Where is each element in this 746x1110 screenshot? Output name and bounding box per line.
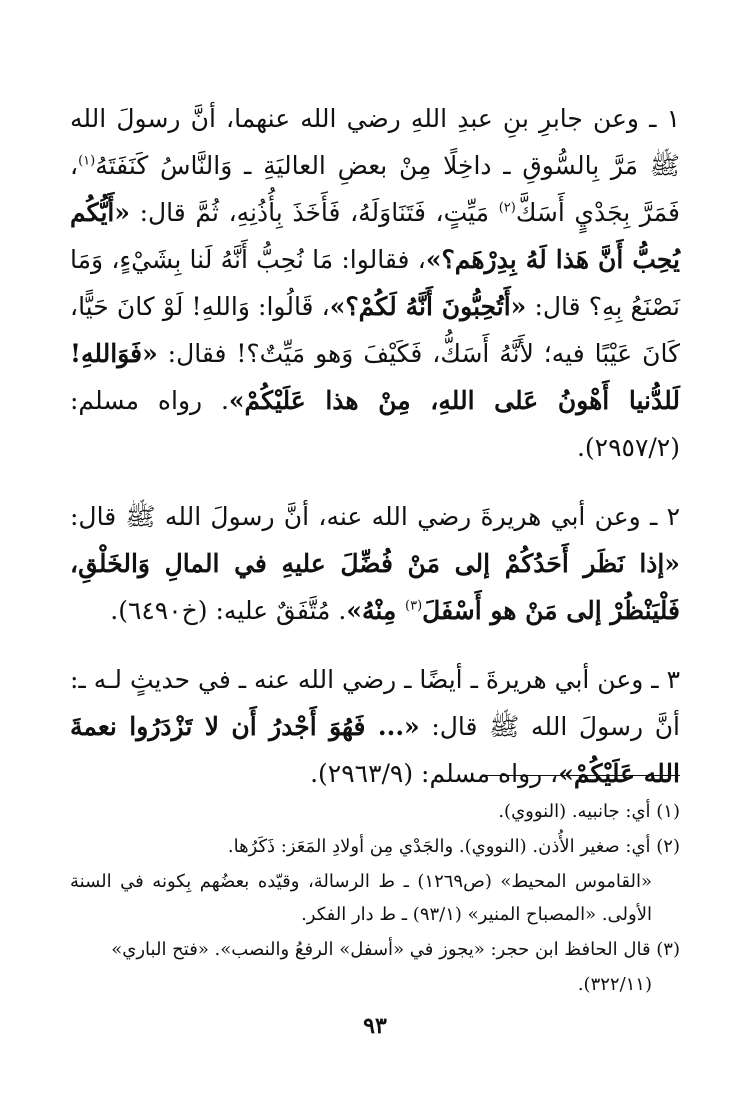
- footnote-divider: [485, 775, 680, 776]
- hadith-1-quote-1: «أَيُّكُم يُحِبُّ أَنَّ هَذا لَهُ بِدِرْهَم؟»: [70, 198, 681, 274]
- hadith-2: [70, 493, 680, 634]
- hadith-2-source: . مُتَّفَقٌ عليه: (خ٦٤٩٠).: [110, 596, 347, 625]
- hadith-1-text-b: مَيِّتٍ، فَتَنَاوَلَهُ، فَأَخَذَ بِأُذُنِهِ، ثُمَّ قال:: [129, 198, 499, 227]
- hadith-2-intro: ٢ ـ وعن أبي هريرةَ رضي الله عنه، أنَّ رسولَ الله ﷺ قال:: [70, 502, 680, 531]
- hadith-3-source: ، رواه مسلم: (٢٩٦٣/٩).: [310, 759, 559, 788]
- hadith-1-text-a: ، فَمَرَّ بِجَدْيٍ أَسَكَّ: [70, 151, 681, 227]
- hadith-1-text-d: ، قَالُوا: وَاللهِ! لَوْ كانَ حَيًّا، كَانَ عَيْبًا فيه؛ لأَنَّهُ أَسَكُّ، فَكَيْفَ وَهو مَيِّتٌ؟! فقال:: [70, 292, 680, 368]
- hadith-1-text-c: ، فقالوا: مَا نُحِبُّ أَنَّهُ لَنا بِشَيْءٍ، وَمَا نَصْنَعُ بِهِ؟ قال:: [70, 245, 681, 321]
- hadith-1-source: . رواه مسلم: (٢٩٥٧/٢).: [70, 386, 680, 462]
- footnote-3-continued: (٣٢٢/١١).: [577, 974, 652, 995]
- hadith-3-intro: ٣ ـ وعن أبي هريرةَ ـ أيضًا ـ رضي الله عنه ـ في حديثٍ لـه ـ: أنَّ رسولَ الله ﷺ قال:: [70, 665, 680, 741]
- book-page: [70, 95, 680, 1085]
- hadith-3-quote-1: «... فَهُوَ أَجْدرُ أَن لا تَزْدَرُوا نعمةَ الله عَلَيْكُمْ»: [70, 712, 680, 788]
- footnote-3: (٣) قال الحافظ ابن حجر: «يجوز في «أسفل» الرفعُ والنصب». «فتح الباري»: [111, 939, 680, 960]
- hadith-2-quote-1: «إذا نَظَر أَحَدُكُمْ إلى مَنْ فُضِّلَ عليهِ في المالِ وَالخَلْقِ، فَلْيَنْظُرْ إلى مَنْ هو أَسْفَلَ: [70, 549, 680, 625]
- footnotes: [70, 795, 680, 1003]
- hadith-1: [70, 95, 680, 471]
- hadith-1-quote-3: «فَوَاللهِ! لَلدُّنيا أَهْونُ عَلى اللهِ، مِنْ هذا عَلَيْكُمْ»: [70, 339, 680, 415]
- hadith-1-quote-2: «أَتُحِبُّونَ أَنَّهُ لَكُمْ؟»: [329, 292, 527, 321]
- footnote-ref-1: (١): [78, 153, 96, 169]
- hadith-2-quote-2: مِنْهُ»: [346, 596, 406, 625]
- hadith-1-intro: ١ ـ وعن جابرِ بنِ عبدِ اللهِ رضي الله عنهما، أنَّ رسولَ الله ﷺ مَرَّ بِالسُّوقِ ـ داخِلًا مِنْ بعضِ العاليَةِ ـ وَالنَّاسُ كَنَفَتَهُ: [70, 104, 680, 180]
- footnote-1: (١) أي: جانبيه. (النووي).: [498, 801, 680, 822]
- page-number: ٩٣: [363, 1013, 387, 1039]
- footnote-ref-2: (٢): [498, 200, 516, 216]
- footnote-2: (٢) أي: صغير الأُذن. (النووي). والجَدْي مِن أولادِ المَعَز: ذَكَرُها.: [227, 836, 680, 857]
- footnote-2-continued: «القاموس المحيط» (ص١٢٦٩) ـ ط الرسالة، وقيّده بعضُهم بِكونه في السنة الأولى. «المصباح المنير» (٩٣/١) ـ ط دار الفكر.: [70, 871, 652, 925]
- footnote-ref-3: (٣): [405, 598, 423, 614]
